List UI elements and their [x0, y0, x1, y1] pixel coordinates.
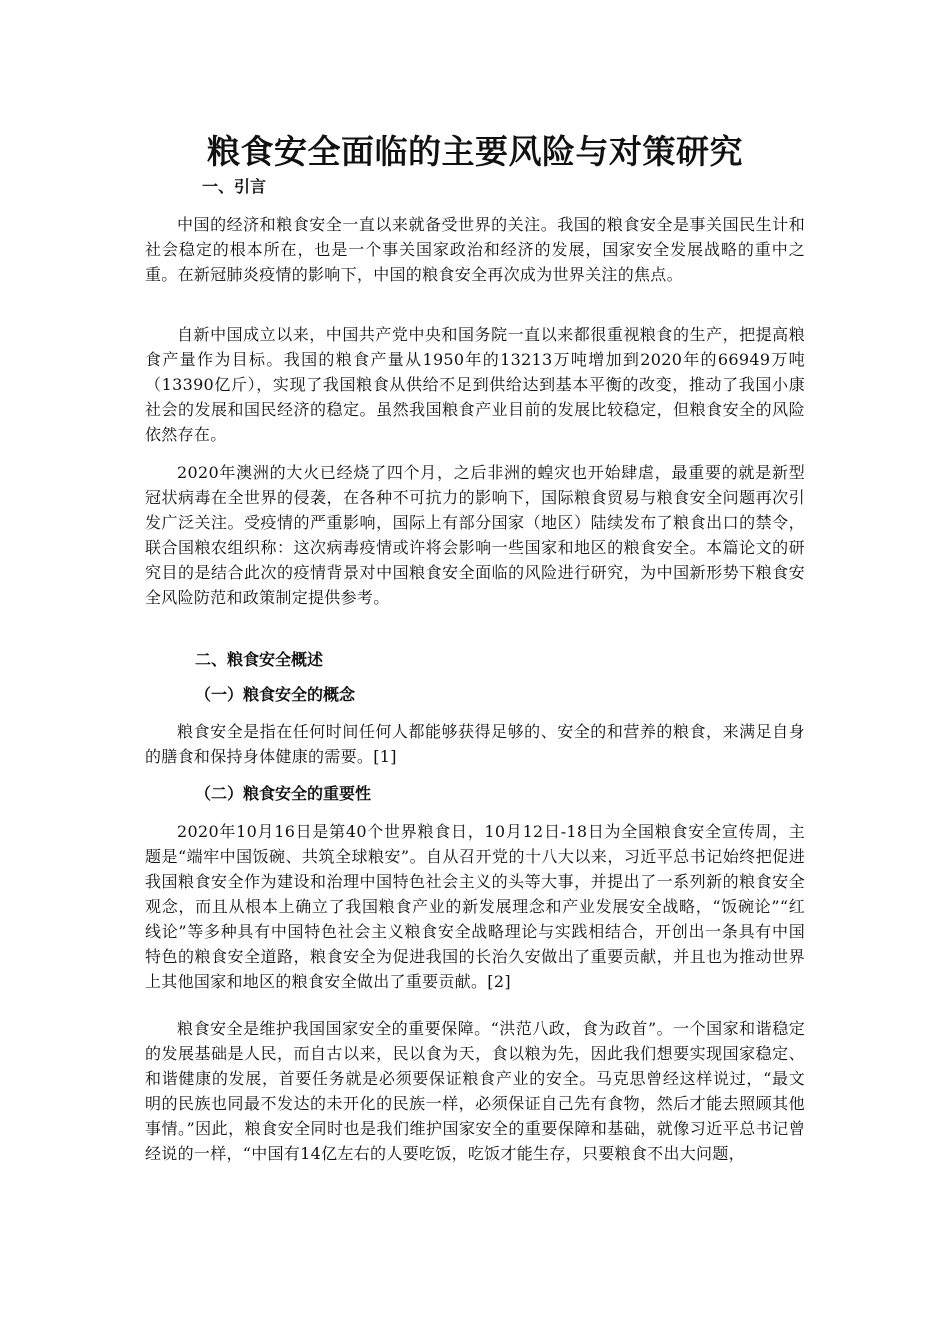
- intro-paragraph-2: 自新中国成立以来，中国共产党中央和国务院一直以来都很重视粮食的生产，把提高粮食产量作为目标。我国的粮食产量从1950年的13213万吨增加到2020年的66949万吨（13390亿斤），实现了我国粮食从供给不足到供给达到基本平衡的改变，推动了我国小康社会的发展和国民经济的稳定。虽然我国粮食产业目前的发展比较稳定，但粮食安全的风险依然存在。: [145, 325, 805, 444]
- subsection-heading-concept: （一）粮食安全的概念: [195, 685, 356, 704]
- intro-paragraph-3: 2020年澳洲的大火已经烧了四个月，之后非洲的蝗灾也开始肆虐，最重要的就是新型冠状病毒在全世界的侵袭，在各种不可抗力的影响下，国际粮食贸易与粮食安全问题再次引发广泛关注。受疫情的严重影响，国际上有部分国家（地区）陆续发布了粮食出口的禁令，联合国粮农组织称：这次病毒疫情或许将会影响一些国家和地区的粮食安全。本篇论文的研究目的是结合此次的疫情背景对中国粮食安全面临的风险进行研究，为中国新形势下粮食安全风险防范和政策制定提供参考。: [145, 463, 805, 607]
- document-title: 粮食安全面临的主要风险与对策研究: [207, 132, 743, 171]
- intro-paragraph-1: 中国的经济和粮食安全一直以来就备受世界的关注。我国的粮食安全是事关国民生计和社会稳定的根本所在，也是一个事关国家政治和经济的发展，国家安全发展战略的重中之重。在新冠肺炎疫情的影响下，中国的粮食安全再次成为世界关注的焦点。: [145, 215, 805, 284]
- importance-paragraph-2: 粮食安全是维护我国国家安全的重要保障。“洪范八政，食为政首”。一个国家和谐稳定的发展基础是人民，而自古以来，民以食为天，食以粮为先，因此我们想要实现国家稳定、和谐健康的发展，首要任务就是必须要保证粮食产业的安全。马克思曾经这样说过，“最文明的民族也同最不发达的未开化的民族一样，必须保证自己先有食物，然后才能去照顾其他事情。”因此，粮食安全同时也是我们维护国家安全的重要保障和基础，就像习近平总书记曾经说的一样，“中国有14亿左右的人要吃饭，吃饭才能生存，只要粮食不出大问题，: [145, 1019, 805, 1163]
- concept-paragraph: 粮食安全是指在任何时间任何人都能够获得足够的、安全的和营养的粮食，来满足自身的膳食和保持身体健康的需要。[1]: [145, 722, 805, 766]
- section-heading-intro: 一、引言: [202, 177, 267, 196]
- section-heading-overview: 二、粮食安全概述: [195, 650, 324, 669]
- importance-paragraph-1: 2020年10月16日是第40个世界粮食日，10月12日-18日为全国粮食安全宣传周，主题是“端牢中国饭碗、共筑全球粮安”。自从召开党的十八大以来，习近平总书记始终把促进我国粮食安全作为建设和治理中国特色社会主义的头等大事，并提出了一系列新的粮食安全观念，而且从根本上确立了我国粮食产业的新发展理念和产业发展安全战略，“饭碗论”“红线论”等多种具有中国特色社会主义粮食安全战略理论与实践相结合，开创出一条具有中国特色的粮食安全道路，粮食安全为促进我国的长治久安做出了重要贡献，并且也为推动世界上其他国家和地区的粮食安全做出了重要贡献。[2]: [145, 822, 805, 991]
- subsection-heading-importance: （二）粮食安全的重要性: [195, 784, 372, 803]
